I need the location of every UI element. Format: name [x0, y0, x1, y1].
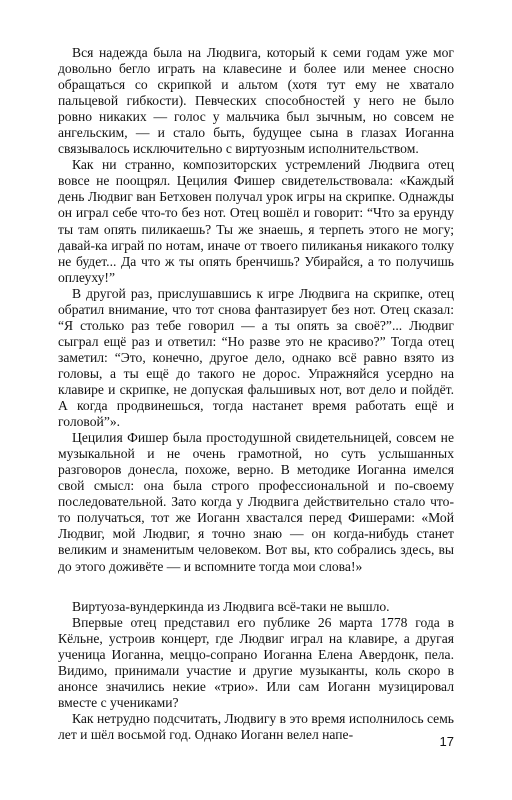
paragraph-3: В другой раз, прислушавшись к игре Людвига на скрипке, отец обратил внимание, что тот снова фантазирует без нот. Отец сказал: “Я столько раз тебе говорил — а ты опять за своё?”... Людвиг сыграл ещё раз и ответил: “Но разве это не красиво?” Тогда отец заметил: “Это, конечно, другое дело, однако всё равно взято из головы, а ты ещё до такого не дорос. Упражняйся усердно на клавире и скрипке, не допуская фальшивых нот, вот дело и пойдёт. А когда продвинешься, тогда настанет время работать ещё и головой”». — [58, 285, 454, 430]
paragraph-7: Как нетрудно подсчитать, Людвигу в это время исполнилось семь лет и шёл восьмой год. Однако Иоганн велел напе- — [58, 710, 454, 742]
page-body-text — [58, 45, 454, 743]
section-break — [58, 575, 454, 599]
paragraph-5: Виртуоза-вундеркинда из Людвига всё-таки не вышло. — [72, 598, 390, 614]
paragraph-1: Вся надежда была на Людвига, который к семи годам уже мог довольно бегло играть на клавесине и более или менее сносно обращаться со скрипкой и альтом (хотя тут ему не хватало пальцевой гибкости). Певческих способностей у него не было ровно никаких — голос у мальчика был зычным, но совсем не ангельским, — и стало быть, будущее сына в глазах Иоганна связывалось исключительно с виртуозным исполнительством. — [58, 45, 454, 157]
paragraph-2: Как ни странно, композиторских устремлений Людвига отец вовсе не поощрял. Цецилия Фишер свидетельствовала: «Каждый день Людвиг ван Бетховен получал урок игры на скрипке. Однажды он играл себе что-то без нот. Отец вошёл и говорит: “Что за ерунду ты там опять пиликаешь? Ты же знаешь, я терпеть этого не могу; давай-ка играй по нотам, иначе от твоего пиликанья никакого толку не будет... Да что ж ты опять бренчишь? Убирайся, а то получишь оплеуху!” — [58, 157, 454, 285]
paragraph-6: Впервые отец представил его публике 26 марта 1778 года в Кёльне, устроив концерт, где Людвиг играл на клавире, а другая ученица Иоганна, меццо-сопрано Иоганна Елена Авердонк, пела. Видимо, принимали участие и другие музыканты, коль скоро в анонсе значились некие «трио». Или сам Иоганн музицировал вместе с учениками? — [58, 614, 454, 710]
page-number: 17 — [439, 734, 454, 749]
paragraph-4: Цецилия Фишер была простодушной свидетельницей, совсем не музыкальной и не очень грамотной, но суть услышанных разговоров донесла, похоже, верно. В методике Иоганна имелся свой смысл: она была строго профессиональной и по-своему последовательной. Зато когда у Людвига действительно стало что-то получаться, тот же Иоганн хвастался перед Фишерами: «Мой Людвиг, мой Людвиг, я точно знаю — он когда-нибудь станет великим и знаменитым человеком. Вот вы, кто собрались здесь, вы до этого доживёте — и вспомните тогда мои слова!» — [58, 430, 454, 574]
